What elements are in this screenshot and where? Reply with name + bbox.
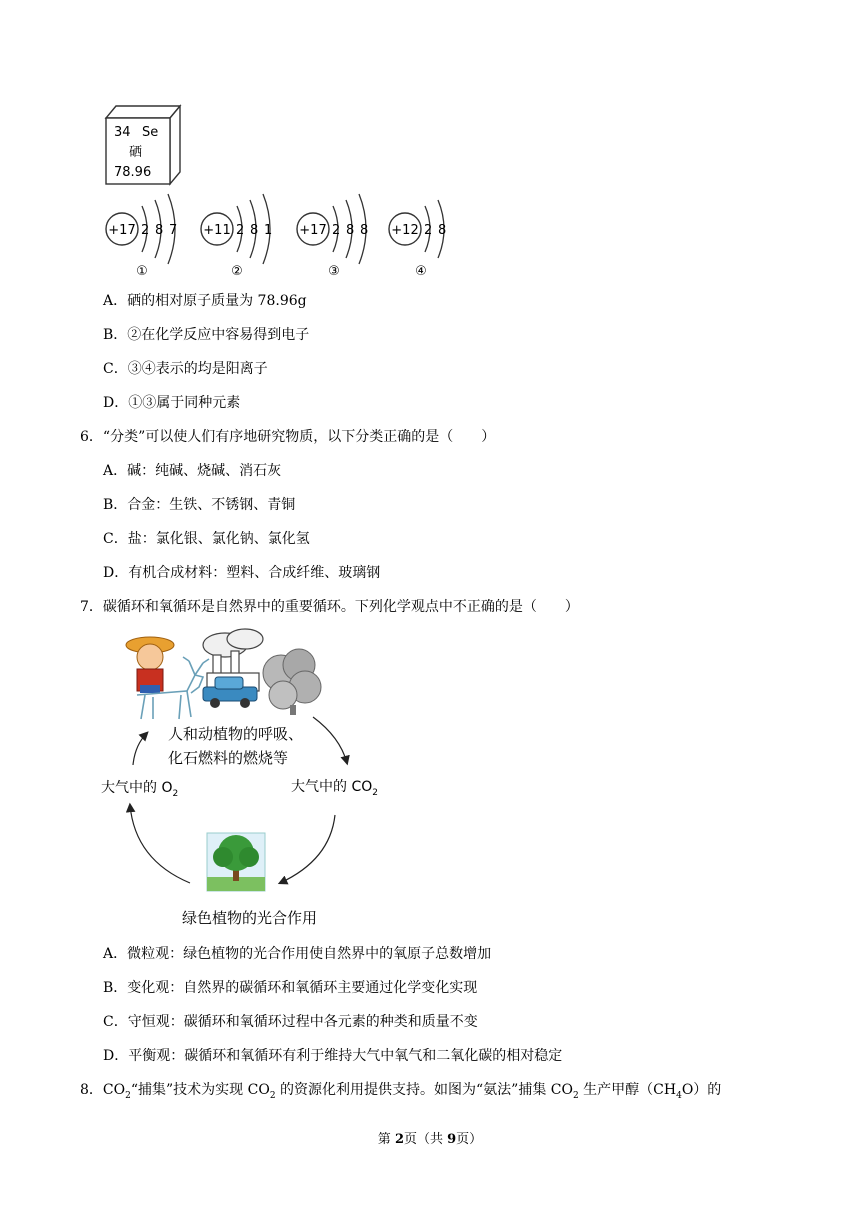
shell-electrons: 1 <box>264 223 273 238</box>
shell-electrons: 8 <box>438 223 447 238</box>
q5-option-b: B．②在化学反应中容易得到电子 <box>103 327 310 343</box>
q5-option-c: C．③④表示的均是阳离子 <box>103 361 268 377</box>
shell-electrons: 2 <box>141 223 150 238</box>
smoke-tree-illustration <box>263 649 321 715</box>
diagram-label: ④ <box>415 264 427 279</box>
nucleus-charge: +17 <box>299 223 327 238</box>
element-number: 34 <box>114 125 131 140</box>
shell-electrons: 8 <box>346 223 355 238</box>
diagram-label: ② <box>231 264 243 279</box>
page-total: 9 <box>447 1132 457 1147</box>
shell-electrons: 8 <box>155 223 164 238</box>
q7-stem: 7．碳循环和氧循环是自然界中的重要循环。下列化学观点中不正确的是（ ） <box>80 599 579 615</box>
q7-option-b: B．变化观：自然界的碳循环和氧循环主要通过化学变化实现 <box>103 980 478 996</box>
bottom-label: 绿色植物的光合作用 <box>182 909 318 927</box>
element-symbol: Se <box>142 125 159 140</box>
diagram-label: ① <box>136 264 148 279</box>
element-card <box>106 106 180 184</box>
shell-electrons: 2 <box>236 223 245 238</box>
q7-option-d: D．平衡观：碳循环和氧循环有利于维持大气中氧气和二氧化碳的相对稳定 <box>103 1048 563 1064</box>
diagram-label: ③ <box>328 264 340 279</box>
q6-option-c: C．盐：氯化银、氯化钠、氯化氢 <box>103 531 310 547</box>
q8-stem: 8．$CO_2“$捕集”技术为实现 $CO_2$ 的资源化利用提供支持。如图为“氨法”捕集 $CO_2$ 生产甲醇$(CH_4O)$的 <box>80 1082 722 1101</box>
atomic-structure-figure <box>96 100 466 285</box>
q7-option-c: C．守恒观：碳循环和氧循环过程中各元素的种类和质量不变 <box>103 1014 478 1030</box>
top-text-line2: 化石燃料的燃烧等 <box>168 749 289 767</box>
q6-option-b: B．合金：生铁、不锈钢、青铜 <box>103 497 296 513</box>
element-name: 硒 <box>129 145 143 160</box>
shell-electrons: 8 <box>250 223 259 238</box>
right-label: 大气中的 $CO_2$ <box>291 779 378 798</box>
element-mass: 78.96 <box>114 165 152 180</box>
shell-electrons: 2 <box>424 223 433 238</box>
page-footer: 第 2页（共 9页） <box>377 1132 483 1147</box>
atom-diagram-3 <box>297 194 368 279</box>
farmer-illustration <box>126 637 174 693</box>
arrow-to-atmosphere-co2 <box>313 717 347 763</box>
nucleus-charge: +11 <box>203 223 231 238</box>
shell-electrons: 8 <box>360 223 369 238</box>
q6-option-d: D．有机合成材料：塑料、合成纤维、玻璃钢 <box>103 565 381 581</box>
left-label: 大气中的 $O_2$ <box>101 780 179 799</box>
page-number: 2 <box>394 1132 404 1147</box>
q6-option-a: A．碱：纯碱、烧碱、消石灰 <box>103 463 282 479</box>
arrow-to-organisms <box>133 733 147 765</box>
arrow-to-plants <box>280 815 335 883</box>
q5-option-d: D．①③属于同种元素 <box>103 395 241 411</box>
carbon-oxygen-cycle-figure <box>95 625 390 930</box>
green-tree-illustration <box>207 833 265 891</box>
arrow-to-atmosphere-o2 <box>130 805 190 883</box>
nucleus-charge: +12 <box>391 223 419 238</box>
shell-electrons: 7 <box>169 223 178 238</box>
q5-option-a: A．硒的相对原子质量为 78.96g <box>103 293 307 309</box>
atom-diagram-1 <box>106 194 177 279</box>
top-text-line1: 人和动植物的呼吸、 <box>168 725 304 743</box>
atom-diagram-4 <box>389 200 446 279</box>
q6-stem: 6．“分类”可以使人们有序地研究物质，以下分类正确的是（ ） <box>80 429 496 445</box>
nucleus-charge: +17 <box>108 223 136 238</box>
atom-diagram-2 <box>201 194 272 279</box>
q7-option-a: A．微粒观：绿色植物的光合作用使自然界中的氧原子总数增加 <box>103 946 492 962</box>
shell-electrons: 2 <box>332 223 341 238</box>
